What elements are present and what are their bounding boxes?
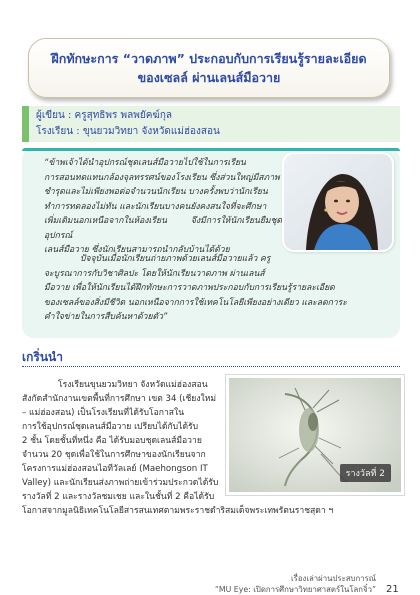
body-line: จำนวน 20 ชุดเพื่อใช้ในการศึกษาของนักเรียนจาก [22,450,206,460]
section-heading: เกริ่นนำ [22,350,63,364]
body-line: – แม่ฮ่องสอน) เป็นโรงเรียนที่ได้รับโอกาสใน [22,408,185,418]
section-divider [22,366,400,367]
microscope-photo [226,375,404,495]
article-title-line-1: ฝึกทักษะการ “วาดภาพ” ประกอบกับการเรียนรู้รายละเอียด [51,51,367,66]
quote-line: เลนส์มือวาย ซึ่งนักเรียนสามารถนำกลับบ้านได้ด้วย [44,245,230,255]
article-title-line-2: ของเซลล์ ผ่านเลนส์มือวาย [137,70,281,85]
author-name-row [36,109,172,123]
quote-line: เพิ่มเติมนอกเหนือจากในห้องเรียน จึงมีการให้นักเรียนยืมชุดอุปกรณ์ [44,216,282,241]
quote-paragraph-2 [44,252,392,325]
quote-line: มือวาย เพื่อให้นักเรียนได้ฝึกทักษะการวาดภาพประกอบกับการเรียนรู้รายละเอียด [44,283,335,293]
quote-line: ปัจจุบันเมื่อนักเรียนถ่ายภาพด้วยเลนส์มือวายแล้ว ครู [80,254,271,264]
school-name: ขุนยวมวิทยา จังหวัดแม่ฮ่องสอน [82,126,220,137]
body-line: 2 ชั้น โดยชั้นที่หนึ่ง คือ ได้รับมอบชุดเลนส์มือวาย [22,436,202,446]
quote-box [22,148,400,338]
quote-line: ของเซลล์ของสิ่งมีชีวิต นอกเหนือจากการใช้เทคโนโลยีเพียงอย่างเดียว และลดการะ [44,297,347,308]
footer-line-1: เรื่องเล่าผ่านประสบการณ์ [291,574,376,583]
body-line: การใช้อุปกรณ์ชุดเลนส์มือวาย เปรียบได้กับได้รับ [22,422,199,432]
body-line-full: โอกาสจากมูลนิธิเทคโนโลยีสารสนเทศตามพระราชดำริสมเด็จพระเทพรัตนราชสุดา ฯ [22,506,334,516]
footer-line-2: “MU Eye: เปิดการศึกษาวิทยาศาสตร์ในโลกจิ๋ว” [214,585,376,594]
quote-line: ทำการทดลองไม่ทัน และนักเรียนบางคนยังคงสนใจที่จะศึกษา [44,201,267,212]
quote-top-rule [22,148,400,151]
author-accent-bar [22,106,29,142]
author-label: ผู้เขียน : [36,110,72,121]
body-line: โรงเรียนขุนยวมวิทยา จังหวัดแม่ฮ่องสอน [58,380,208,390]
body-line: โครงการแม่ฮ่องสอนไอทีวัลเลย์ (Maehongson IT [22,464,208,474]
author-name: ครูสุทธิพร พลพยัคฆ์กุล [74,110,173,121]
school-label: โรงเรียน : [36,126,80,137]
body-line: สังกัดสำนักงานเขตพื้นที่การศึกษา เขต 34 (เชียงใหม่ [22,394,217,404]
quote-paragraph-1 [44,156,282,258]
body-line: รางวัลที่ 2 และรางวัลชมเชย และในชั้นที่ 2 คือได้รับ [22,492,215,502]
quote-line: จะบูรณาการกับวิชาศิลปะ โดยให้นักเรียนวาดภาพ ผ่านเลนส์ [44,268,265,279]
quote-line: การสอนทดแทนกล้องจุลทรรศน์ของโรงเรียน ซึ่งส่วนใหญ่มีสภาพ [44,172,280,183]
quote-line: “ข้าพเจ้าได้นำอุปกรณ์ชุดเลนส์มือวายไปใช้ในการเรียน [44,158,246,168]
body-line: Valley) และนักเรียนส่งภาพถ่ายเข้าร่วมประกวดได้รับ [22,478,219,488]
article-title-box [28,38,390,98]
quote-line: ชำรุดและไม่เพียงพอต่อจำนวนนักเรียน บางครั้งพบว่านักเรียน [44,187,268,197]
author-school-row [36,125,220,139]
figure-label: รางวัลที่ 2 [340,464,391,482]
quote-line: คำใจข่ายในการสืบค้นหาด้วยตัว” [44,312,168,322]
author-block [22,106,400,142]
author-photo [284,154,392,250]
intro-paragraph [22,378,222,504]
author-portrait-image [284,154,392,250]
page-number: 21 [386,584,399,595]
